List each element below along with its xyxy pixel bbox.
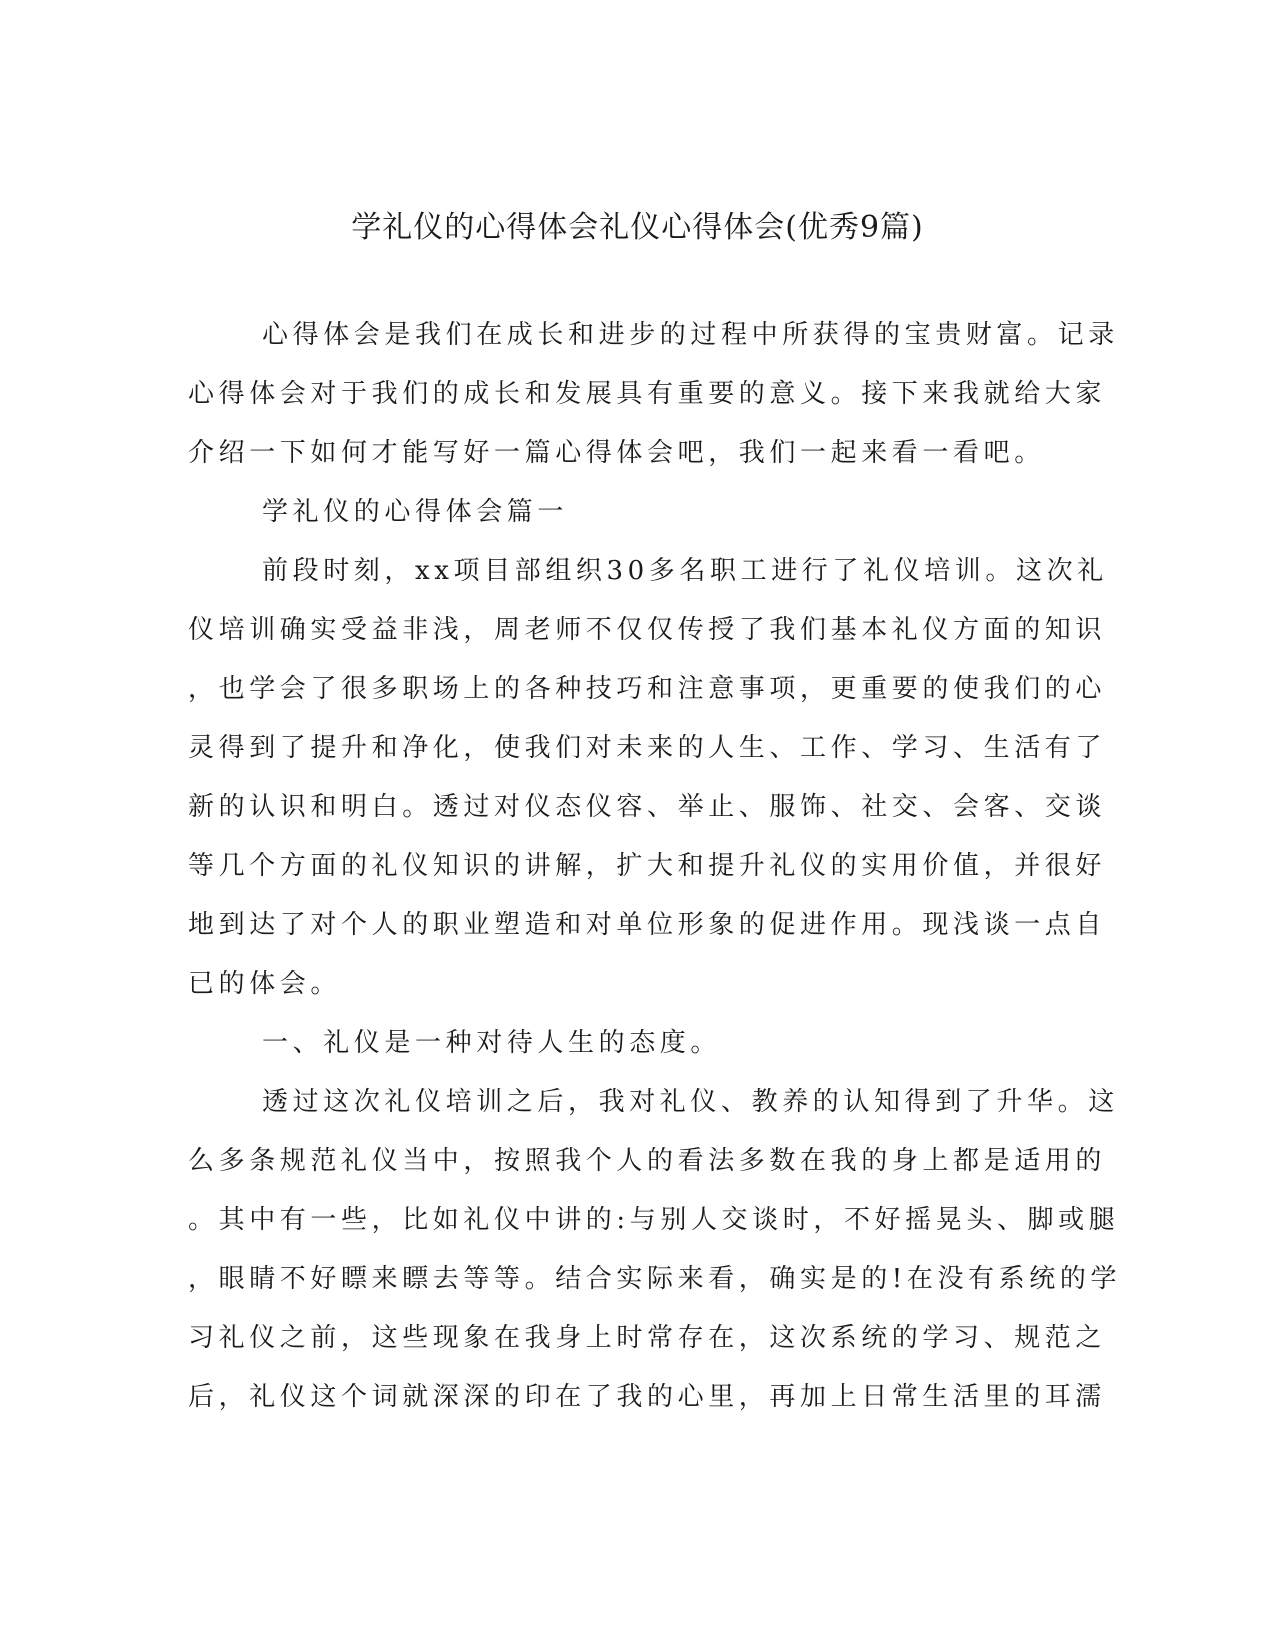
- text-line: 。其中有一些，比如礼仪中讲的:与别人交谈时，不好摇晃头、脚或腿: [188, 1205, 1120, 1235]
- text-line: 心得体会对于我们的成长和发展具有重要的意义。接下来我就给大家: [188, 379, 1107, 409]
- text-line: 透过这次礼仪培训之后，我对礼仪、教养的认知得到了升华。这: [262, 1087, 1119, 1117]
- text-line: 地到达了对个人的职业塑造和对单位形象的促进作用。现浅谈一点自: [188, 910, 1107, 940]
- text-line: 习礼仪之前，这些现象在我身上时常存在，这次系统的学习、规范之: [188, 1323, 1107, 1353]
- text-line: 已的体会。: [188, 969, 342, 999]
- text-line: 仪培训确实受益非浅，周老师不仅仅传授了我们基本礼仪方面的知识: [188, 615, 1107, 645]
- text-line: 介绍一下如何才能写好一篇心得体会吧，我们一起来看一看吧。: [188, 438, 1045, 468]
- section-heading: 一、礼仪是一种对待人生的态度。: [262, 1028, 722, 1058]
- text-line: ，眼睛不好瞟来瞟去等等。结合实际来看，确实是的!在没有系统的学: [188, 1264, 1122, 1294]
- text-line: 后，礼仪这个词就深深的印在了我的心里，再加上日常生活里的耳濡: [188, 1382, 1107, 1412]
- document-title: 学礼仪的心得体会礼仪心得体会(优秀9篇): [351, 210, 924, 245]
- text-line: 前段时刻，xx项目部组织30多名职工进行了礼仪培训。这次礼: [262, 556, 1108, 586]
- text-line: 新的认识和明白。透过对仪态仪容、举止、服饰、社交、会客、交谈: [188, 792, 1107, 822]
- text-line: ，也学会了很多职场上的各种技巧和注意事项，更重要的使我们的心: [188, 674, 1107, 704]
- text-line: 等几个方面的礼仪知识的讲解，扩大和提升礼仪的实用价值，并很好: [188, 851, 1107, 881]
- section-heading: 学礼仪的心得体会篇一: [262, 497, 569, 527]
- text-line: 灵得到了提升和净化，使我们对未来的人生、工作、学习、生活有了: [188, 733, 1107, 763]
- text-line: 心得体会是我们在成长和进步的过程中所获得的宝贵财富。记录: [262, 320, 1119, 350]
- text-line: 么多条规范礼仪当中，按照我个人的看法多数在我的身上都是适用的: [188, 1146, 1107, 1176]
